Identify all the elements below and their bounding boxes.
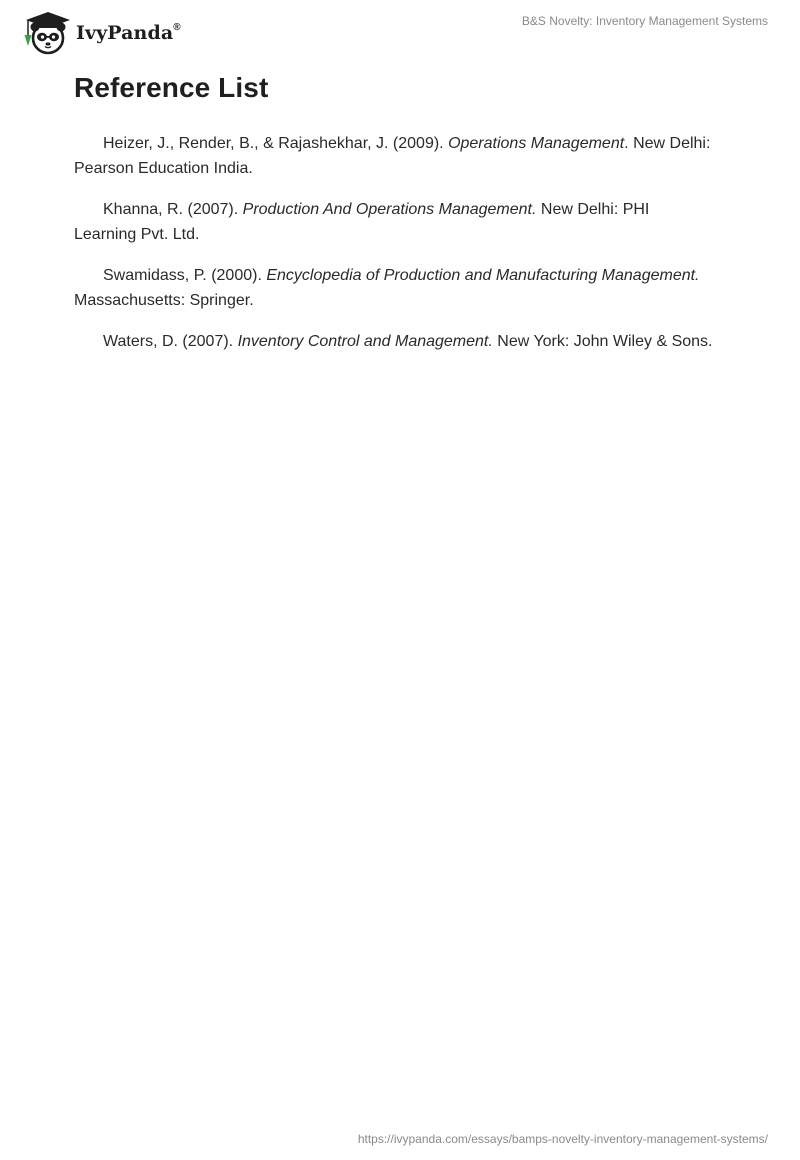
reference-authors: Khanna, R. (2007).	[103, 201, 243, 218]
reference-authors: Swamidass, P. (2000).	[103, 267, 267, 284]
logo-text: IvyPanda®	[76, 21, 181, 44]
reference-item	[74, 197, 714, 247]
page-title: Reference List	[74, 72, 269, 103]
registered-mark: ®	[173, 21, 181, 33]
reference-authors: Waters, D. (2007).	[103, 333, 238, 350]
reference-publisher: New York: John Wiley & Sons.	[492, 333, 713, 350]
reference-item	[74, 329, 714, 354]
panda-graduation-cap-icon	[14, 8, 74, 56]
reference-publisher: New Delhi: PHI Learning Pvt. Ltd.	[74, 201, 650, 243]
page-header	[0, 0, 800, 60]
ivypanda-logo[interactable]	[14, 8, 181, 56]
reference-list	[74, 131, 714, 370]
reference-authors: Heizer, J., Render, B., & Rajashekhar, J. (2009).	[103, 135, 449, 152]
reference-title: Operations Management	[448, 135, 625, 152]
reference-publisher: Massachusetts: Springer.	[74, 292, 254, 309]
reference-item	[74, 131, 714, 181]
source-url-link[interactable]: https://ivypanda.com/essays/bamps-novelty-inventory-management-systems/	[357, 1132, 768, 1146]
reference-publisher: . New Delhi: Pearson Education India.	[74, 135, 711, 177]
reference-title: Production And Operations Management.	[242, 201, 537, 218]
reference-item	[74, 263, 714, 313]
reference-title: Encyclopedia of Production and Manufacturing Management.	[266, 267, 700, 284]
reference-title: Inventory Control and Management.	[237, 333, 493, 350]
document-title: B&S Novelty: Inventory Management Systems	[521, 14, 768, 28]
